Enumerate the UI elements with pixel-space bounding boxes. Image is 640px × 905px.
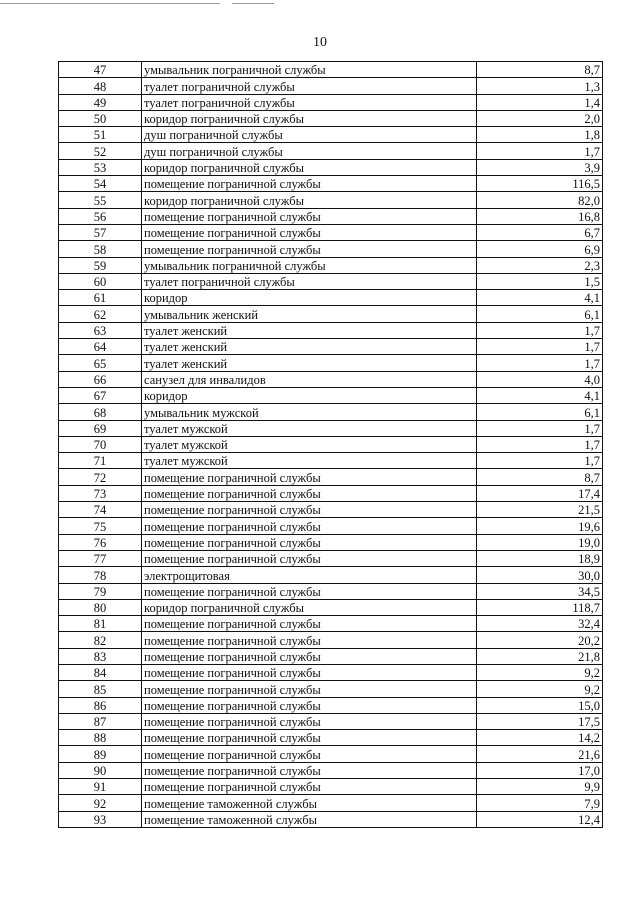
room-area-cell: 1,3 <box>477 78 603 94</box>
table-row <box>59 143 603 159</box>
room-number-cell: 53 <box>59 159 142 175</box>
room-area-cell: 1,5 <box>477 273 603 289</box>
room-number-cell: 52 <box>59 143 142 159</box>
room-number-cell: 67 <box>59 387 142 403</box>
page-number: 10 <box>313 35 327 50</box>
room-area-cell: 12,4 <box>477 811 603 827</box>
room-area-cell: 1,7 <box>477 453 603 469</box>
table-row <box>59 616 603 632</box>
room-name-cell: туалет женский <box>142 339 477 355</box>
table-row <box>59 779 603 795</box>
room-number-cell: 90 <box>59 762 142 778</box>
room-name-cell: туалет пограничной службы <box>142 94 477 110</box>
room-name-cell: коридор пограничной службы <box>142 159 477 175</box>
room-number-cell: 83 <box>59 648 142 664</box>
room-area-cell: 116,5 <box>477 176 603 192</box>
room-number-cell: 84 <box>59 664 142 680</box>
room-area-cell: 4,1 <box>477 290 603 306</box>
room-area-cell: 1,7 <box>477 322 603 338</box>
table-row <box>59 127 603 143</box>
room-name-cell: коридор пограничной службы <box>142 192 477 208</box>
table-row <box>59 159 603 175</box>
rooms-table-body <box>59 62 603 828</box>
room-name-cell: туалет пограничной службы <box>142 78 477 94</box>
table-row <box>59 62 603 78</box>
room-number-cell: 57 <box>59 224 142 240</box>
table-row <box>59 224 603 240</box>
room-name-cell: умывальник пограничной службы <box>142 62 477 78</box>
table-row <box>59 257 603 273</box>
room-number-cell: 48 <box>59 78 142 94</box>
room-number-cell: 79 <box>59 583 142 599</box>
room-area-cell: 6,1 <box>477 404 603 420</box>
room-name-cell: помещение пограничной службы <box>142 664 477 680</box>
room-name-cell: помещение пограничной службы <box>142 518 477 534</box>
room-number-cell: 78 <box>59 567 142 583</box>
table-row <box>59 192 603 208</box>
room-name-cell: помещение пограничной службы <box>142 208 477 224</box>
room-number-cell: 88 <box>59 730 142 746</box>
room-name-cell: душ пограничной службы <box>142 143 477 159</box>
table-row <box>59 681 603 697</box>
table-row <box>59 746 603 762</box>
room-name-cell: помещение пограничной службы <box>142 746 477 762</box>
room-name-cell: помещение пограничной службы <box>142 583 477 599</box>
room-number-cell: 82 <box>59 632 142 648</box>
rooms-table <box>58 61 603 828</box>
room-number-cell: 71 <box>59 453 142 469</box>
room-area-cell: 21,6 <box>477 746 603 762</box>
table-row <box>59 697 603 713</box>
room-area-cell: 1,7 <box>477 420 603 436</box>
room-name-cell: помещение пограничной службы <box>142 713 477 729</box>
table-row <box>59 273 603 289</box>
room-name-cell: помещение пограничной службы <box>142 485 477 501</box>
room-name-cell: помещение пограничной службы <box>142 176 477 192</box>
room-area-cell: 17,5 <box>477 713 603 729</box>
room-number-cell: 60 <box>59 273 142 289</box>
room-number-cell: 69 <box>59 420 142 436</box>
room-area-cell: 1,7 <box>477 339 603 355</box>
room-number-cell: 50 <box>59 110 142 126</box>
table-row <box>59 78 603 94</box>
room-number-cell: 56 <box>59 208 142 224</box>
room-area-cell: 6,7 <box>477 224 603 240</box>
table-row <box>59 176 603 192</box>
room-area-cell: 17,0 <box>477 762 603 778</box>
room-area-cell: 1,4 <box>477 94 603 110</box>
room-number-cell: 80 <box>59 599 142 615</box>
room-name-cell: помещение пограничной службы <box>142 697 477 713</box>
table-row <box>59 322 603 338</box>
room-name-cell: помещение пограничной службы <box>142 224 477 240</box>
table-row <box>59 355 603 371</box>
table-row <box>59 648 603 664</box>
table-row <box>59 241 603 257</box>
room-area-cell: 15,0 <box>477 697 603 713</box>
room-area-cell: 1,7 <box>477 143 603 159</box>
room-area-cell: 34,5 <box>477 583 603 599</box>
room-name-cell: туалет мужской <box>142 420 477 436</box>
room-number-cell: 51 <box>59 127 142 143</box>
room-name-cell: помещение пограничной службы <box>142 648 477 664</box>
table-row <box>59 502 603 518</box>
table-row <box>59 290 603 306</box>
room-name-cell: туалет женский <box>142 322 477 338</box>
room-number-cell: 73 <box>59 485 142 501</box>
room-name-cell: помещение пограничной службы <box>142 730 477 746</box>
room-area-cell: 30,0 <box>477 567 603 583</box>
room-area-cell: 1,8 <box>477 127 603 143</box>
room-number-cell: 64 <box>59 339 142 355</box>
room-number-cell: 92 <box>59 795 142 811</box>
room-name-cell: умывальник пограничной службы <box>142 257 477 273</box>
room-name-cell: туалет женский <box>142 355 477 371</box>
table-row <box>59 436 603 452</box>
room-name-cell: помещение пограничной службы <box>142 469 477 485</box>
table-row <box>59 550 603 566</box>
room-number-cell: 49 <box>59 94 142 110</box>
room-number-cell: 81 <box>59 616 142 632</box>
room-name-cell: коридор <box>142 290 477 306</box>
table-row <box>59 404 603 420</box>
room-area-cell: 21,5 <box>477 502 603 518</box>
room-area-cell: 3,9 <box>477 159 603 175</box>
room-area-cell: 14,2 <box>477 730 603 746</box>
table-row <box>59 730 603 746</box>
room-number-cell: 72 <box>59 469 142 485</box>
scan-mark-right <box>232 3 274 4</box>
room-name-cell: коридор пограничной службы <box>142 110 477 126</box>
room-number-cell: 47 <box>59 62 142 78</box>
room-number-cell: 58 <box>59 241 142 257</box>
room-number-cell: 86 <box>59 697 142 713</box>
table-row <box>59 713 603 729</box>
table-row <box>59 485 603 501</box>
room-area-cell: 2,3 <box>477 257 603 273</box>
table-row <box>59 453 603 469</box>
room-name-cell: помещение таможенной службы <box>142 811 477 827</box>
room-number-cell: 55 <box>59 192 142 208</box>
room-number-cell: 91 <box>59 779 142 795</box>
room-area-cell: 4,0 <box>477 371 603 387</box>
table-row <box>59 208 603 224</box>
room-area-cell: 82,0 <box>477 192 603 208</box>
room-area-cell: 8,7 <box>477 62 603 78</box>
table-row <box>59 762 603 778</box>
room-area-cell: 4,1 <box>477 387 603 403</box>
room-number-cell: 85 <box>59 681 142 697</box>
room-name-cell: помещение пограничной службы <box>142 779 477 795</box>
room-area-cell: 32,4 <box>477 616 603 632</box>
table-row <box>59 811 603 827</box>
room-area-cell: 9,2 <box>477 681 603 697</box>
room-name-cell: умывальник женский <box>142 306 477 322</box>
room-area-cell: 20,2 <box>477 632 603 648</box>
room-name-cell: туалет мужской <box>142 436 477 452</box>
room-name-cell: помещение пограничной службы <box>142 550 477 566</box>
room-name-cell: помещение пограничной службы <box>142 681 477 697</box>
room-number-cell: 76 <box>59 534 142 550</box>
room-name-cell: помещение пограничной службы <box>142 632 477 648</box>
room-number-cell: 65 <box>59 355 142 371</box>
table-row <box>59 94 603 110</box>
table-row <box>59 534 603 550</box>
room-name-cell: электрощитовая <box>142 567 477 583</box>
room-area-cell: 16,8 <box>477 208 603 224</box>
room-area-cell: 19,0 <box>477 534 603 550</box>
room-area-cell: 2,0 <box>477 110 603 126</box>
room-number-cell: 62 <box>59 306 142 322</box>
table-row <box>59 371 603 387</box>
room-area-cell: 6,9 <box>477 241 603 257</box>
room-name-cell: коридор пограничной службы <box>142 599 477 615</box>
table-row <box>59 567 603 583</box>
room-number-cell: 54 <box>59 176 142 192</box>
table-row <box>59 518 603 534</box>
room-area-cell: 118,7 <box>477 599 603 615</box>
room-name-cell: душ пограничной службы <box>142 127 477 143</box>
room-name-cell: помещение пограничной службы <box>142 762 477 778</box>
room-name-cell: коридор <box>142 387 477 403</box>
room-area-cell: 6,1 <box>477 306 603 322</box>
room-number-cell: 75 <box>59 518 142 534</box>
room-number-cell: 89 <box>59 746 142 762</box>
room-area-cell: 1,7 <box>477 355 603 371</box>
room-number-cell: 70 <box>59 436 142 452</box>
room-number-cell: 68 <box>59 404 142 420</box>
table-row <box>59 469 603 485</box>
room-name-cell: помещение пограничной службы <box>142 534 477 550</box>
room-number-cell: 87 <box>59 713 142 729</box>
table-row <box>59 339 603 355</box>
room-area-cell: 18,9 <box>477 550 603 566</box>
room-area-cell: 9,9 <box>477 779 603 795</box>
room-name-cell: помещение пограничной службы <box>142 241 477 257</box>
room-number-cell: 63 <box>59 322 142 338</box>
room-number-cell: 93 <box>59 811 142 827</box>
room-number-cell: 74 <box>59 502 142 518</box>
room-name-cell: умывальник мужской <box>142 404 477 420</box>
room-area-cell: 17,4 <box>477 485 603 501</box>
table-row <box>59 664 603 680</box>
room-name-cell: санузел для инвалидов <box>142 371 477 387</box>
table-row <box>59 420 603 436</box>
room-name-cell: туалет пограничной службы <box>142 273 477 289</box>
table-row <box>59 387 603 403</box>
room-number-cell: 77 <box>59 550 142 566</box>
room-name-cell: помещение таможенной службы <box>142 795 477 811</box>
table-row <box>59 306 603 322</box>
table-row <box>59 632 603 648</box>
room-name-cell: туалет мужской <box>142 453 477 469</box>
room-number-cell: 59 <box>59 257 142 273</box>
table-row <box>59 583 603 599</box>
room-area-cell: 9,2 <box>477 664 603 680</box>
table-row <box>59 599 603 615</box>
room-area-cell: 19,6 <box>477 518 603 534</box>
room-number-cell: 66 <box>59 371 142 387</box>
table-row <box>59 110 603 126</box>
room-area-cell: 7,9 <box>477 795 603 811</box>
room-name-cell: помещение пограничной службы <box>142 502 477 518</box>
scan-mark-left <box>0 3 220 4</box>
room-area-cell: 8,7 <box>477 469 603 485</box>
room-name-cell: помещение пограничной службы <box>142 616 477 632</box>
room-number-cell: 61 <box>59 290 142 306</box>
room-area-cell: 21,8 <box>477 648 603 664</box>
table-row <box>59 795 603 811</box>
room-area-cell: 1,7 <box>477 436 603 452</box>
